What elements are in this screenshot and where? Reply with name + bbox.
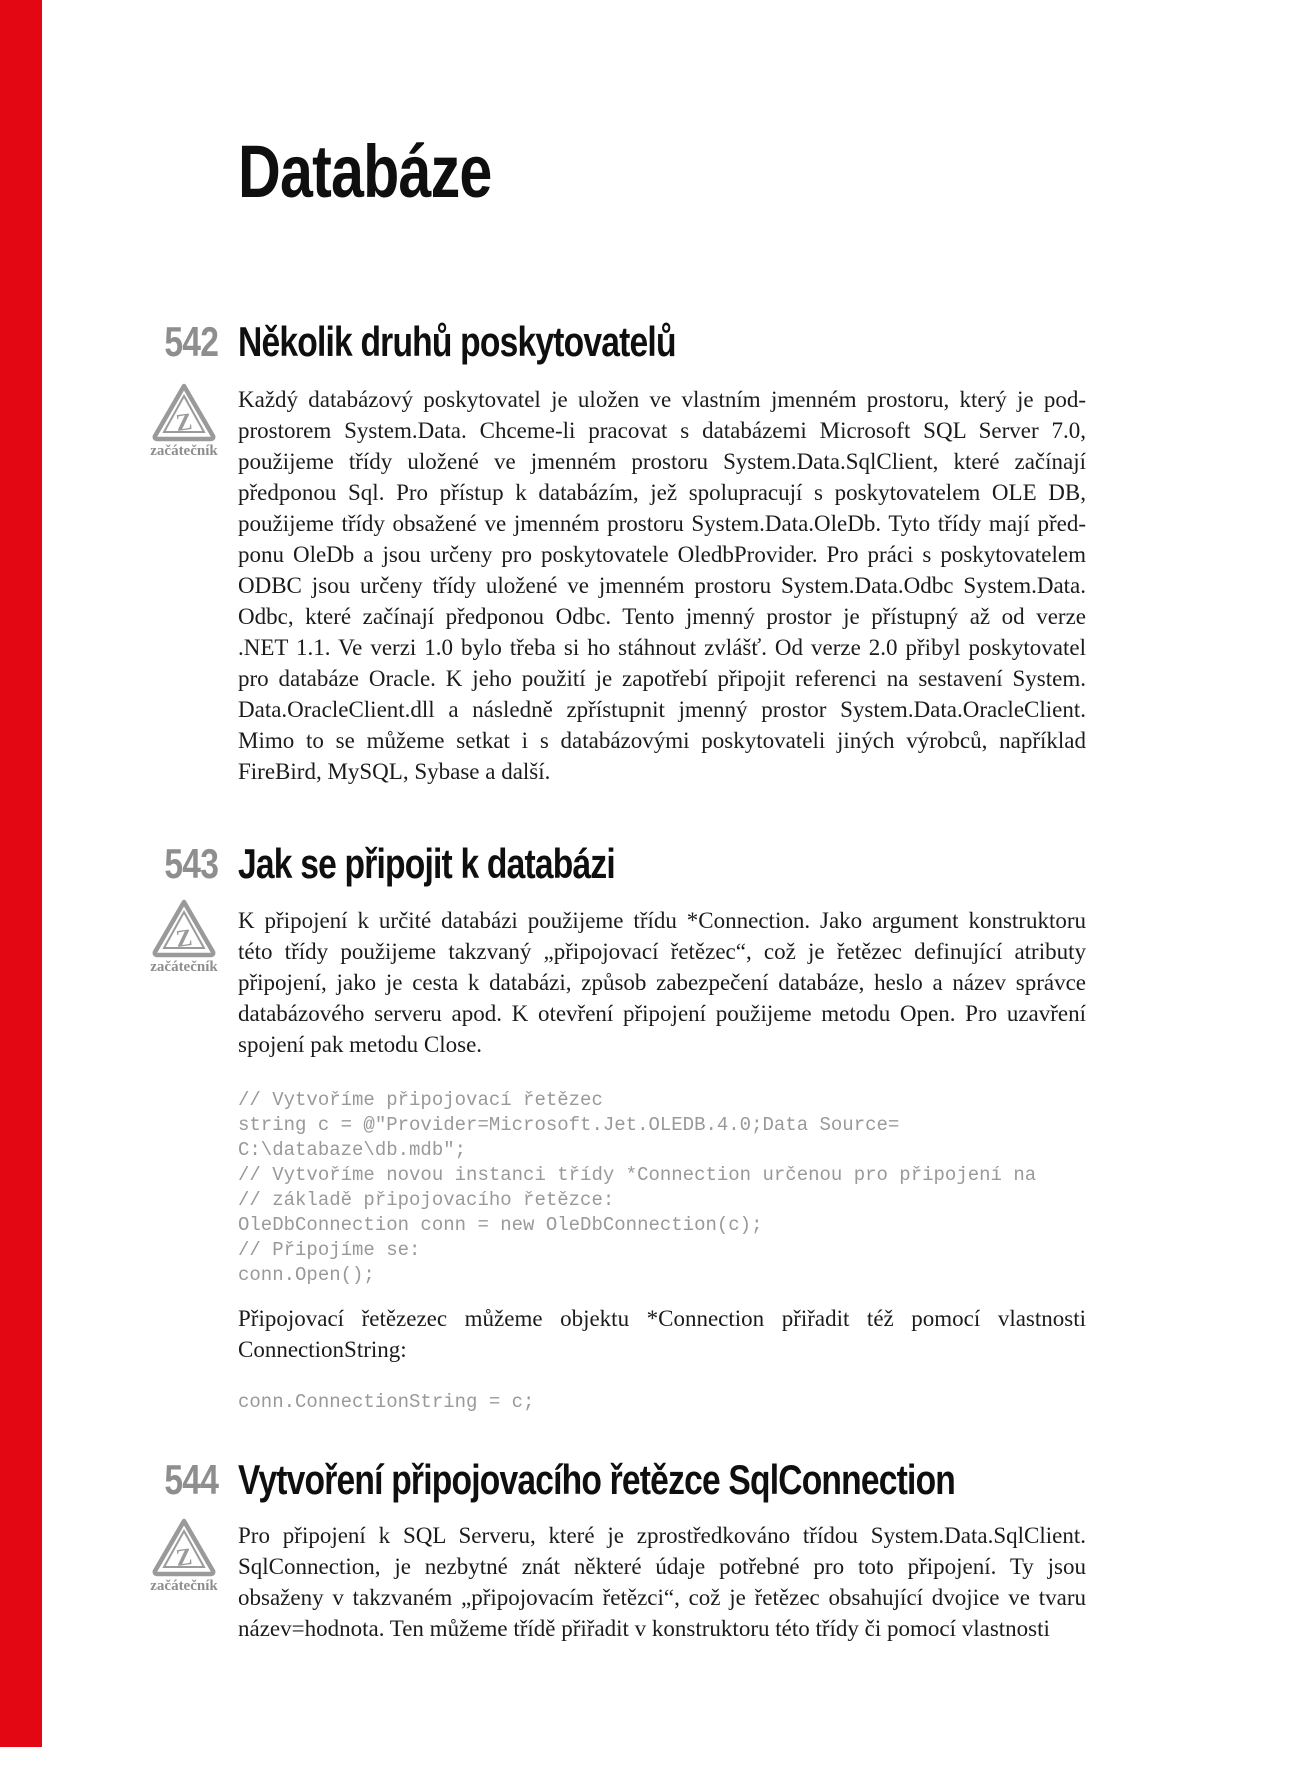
beginner-label: začátečník [150,959,218,975]
text-line: ODBC jsou určeny třídy uložené ve jmenném prostoru System.Data.Odbc System.Data. [238,573,1086,598]
text-line: conn.ConnectionString = c; [238,1391,535,1413]
text-line: Připojovací řetězezec můžeme objektu *Connection přiřadit též pomocí vlastnosti [238,1306,1086,1331]
text-line: obsaženy v takzvaném „připojovacím řetězci“, což je řetězec obsahující dvojice ve tvaru [238,1585,1086,1610]
paragraph-543b [238,1303,1086,1365]
beginner-triangle-icon [138,382,230,442]
code-block-connectionstring [238,1390,1098,1415]
page-title-text: Databáze [238,130,492,213]
section-heading-543: Jak se připojit k databázi [238,840,615,887]
text-line: ConnectionString: [238,1337,407,1362]
text-line: // Připojíme se: [238,1239,421,1261]
page-title [238,132,555,212]
section-heading-544: Vytvoření připojovacího řetězce SqlConnection [238,1456,956,1503]
beginner-label: začátečník [150,443,218,459]
text-line: prostorem System.Data. Chceme-li pracovat s databázemi Microsoft SQL Server 7.0, [238,418,1086,443]
paragraph-542 [238,384,1086,787]
text-line: FireBird, MySQL, Sybase a další. [238,759,551,784]
beginner-triangle-icon [138,1517,230,1577]
text-line: Pro připojení k SQL Serveru, které je zprostředkováno třídou System.Data.SqlClient. [238,1523,1086,1548]
paragraph-543 [238,905,1086,1060]
text-line: Každý databázový poskytovatel je uložen ve vlastním jmenném prostoru, který je pod- [238,387,1086,412]
text-line: připojení, jako je cesta k databázi, způsob zabezpečení databáze, heslo a název správce [238,970,1086,995]
text-line: Mimo to se můžeme setkat i s databázovými poskytovateli jiných výrobců, například [238,728,1086,753]
text-line: Odbc, které začínají předponou Odbc. Tento jmenný prostor je přístupný až od verze [238,604,1086,629]
text-line: pro databáze Oracle. K jeho použití je zapotřebí připojit referenci na sestavení System. [238,666,1086,691]
code-block-connection [238,1088,1098,1288]
text-line: C:\databaze\db.mdb"; [238,1139,467,1161]
text-line: K připojení k určité databázi použijeme třídu *Connection. Jako argument konstruktoru [238,908,1086,933]
text-line: databázového serveru apod. K otevření připojení použijeme metodu Open. Pro uzavření [238,1001,1086,1026]
text-line: OleDbConnection conn = new OleDbConnection(c); [238,1214,763,1236]
text-line: název=hodnota. Ten můžeme třídě přiřadit v konstruktoru této třídy či pomocí vlastnosti [238,1616,1050,1641]
text-line: .NET 1.1. Ve verzi 1.0 bylo třeba si ho stáhnout zvlášť. Od verze 2.0 přibyl poskytovatel [238,635,1086,660]
section-heading-542: Několik druhů poskytovatelů [238,318,676,365]
paragraph-544 [238,1520,1086,1644]
svg-text:Z: Z [174,1544,194,1572]
beginner-triangle-icon [138,898,230,958]
text-line: ponu OleDb a jsou určeny pro poskytovatele OledbProvider. Pro práci s poskytovatelem [238,542,1086,567]
text-line: conn.Open(); [238,1264,375,1286]
spine-accent-bar [0,0,42,1747]
text-line: SqlConnection, je nezbytné znát některé údaje potřebné pro toto připojení. Ty jsou [238,1554,1086,1579]
beginner-badge [138,898,230,976]
text-line: // Vytvoříme připojovací řetězec [238,1089,603,1111]
section-number-543: 543 [164,840,218,887]
section-number-542: 542 [164,318,218,365]
section-number-544: 544 [164,1456,218,1503]
text-line: použijeme třídy obsažené ve jmenném prostoru System.Data.OleDb. Tyto třídy mají před- [238,511,1086,536]
svg-text:Z: Z [174,925,194,953]
text-line: // Vytvoříme novou instanci třídy *Connection určenou pro připojení na [238,1164,1037,1186]
text-line: této třídy použijeme takzvaný „připojovací řetězec“, což je řetězec definující atributy [238,939,1086,964]
svg-text:Z: Z [174,409,194,437]
text-line: předponou Sql. Pro přístup k databázím, jež spolupracují s poskytovatelem OLE DB, [238,480,1086,505]
text-line: // základě připojovacího řetězce: [238,1189,615,1211]
text-line: Data.OracleClient.dll a následně zpřístupnit jmenný prostor System.Data.OracleClient. [238,697,1086,722]
text-line: string c = @"Provider=Microsoft.Jet.OLEDB.4.0;Data Source= [238,1114,900,1136]
beginner-badge [138,382,230,460]
beginner-badge [138,1517,230,1595]
text-line: spojení pak metodu Close. [238,1032,483,1057]
beginner-label: začátečník [150,1578,218,1594]
text-line: použijeme třídy uložené ve jmenném prostoru System.Data.SqlClient, které začínají [238,449,1086,474]
